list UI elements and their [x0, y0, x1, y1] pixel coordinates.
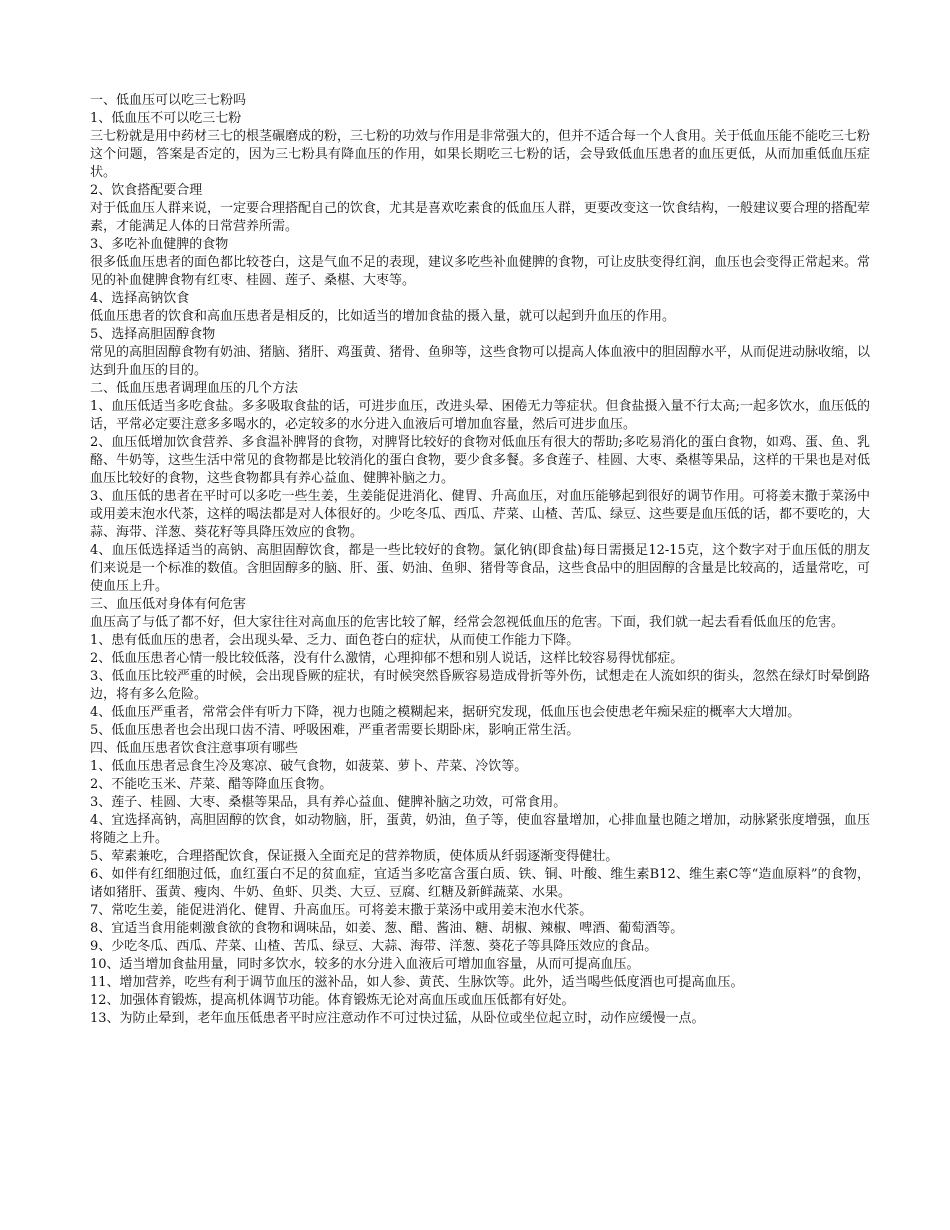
paragraph: 很多低血压患者的面色都比较苍白，这是气血不足的表现，建议多吃些补血健脾的食物，可让皮肤变得红润，血压也会变得正常起来。常见的补血健脾食物有红枣、桂圆、莲子、桑椹、大枣等。	[90, 255, 871, 288]
paragraph: 对于低血压人群来说，一定要合理搭配自己的饮食，尤其是喜欢吃素食的低血压人群，更要改变这一饮食结构，一般建议要合理的搭配荤素，才能满足人体的日常营养所需。	[90, 201, 871, 234]
paragraph: 1、患有低血压的患者，会出现头晕、乏力、面色苍白的症状，从而使工作能力下降。	[90, 633, 580, 648]
paragraph: 9、少吃冬瓜、西瓜、芹菜、山楂、苦瓜、绿豆、大蒜、海带、洋葱、葵花子等具降压效应的食品。	[90, 939, 658, 954]
document-body	[90, 92, 870, 1028]
paragraph: 5、选择高胆固醇食物	[90, 327, 216, 342]
paragraph: 3、血压低的患者在平时可以多吃一些生姜，生姜能促进消化、健胃、升高血压，对血压能够起到很好的调节作用。可将姜末撒于菜汤中或用姜末泡水代茶，这样的喝法都是对人体很好的。少吃冬瓜、西瓜、芹菜、山楂、苦瓜、绿豆、这些要是血压低的话，都不要吃的，大蒜、海带、洋葱、葵花籽等具降压效应的食物。	[90, 489, 871, 540]
paragraph: 5、荤素兼吃，合理搭配饮食，保证摄入全面充足的营养物质，使体质从纤弱逐渐变得健壮。	[90, 849, 619, 864]
paragraph: 1、低血压不可以吃三七粉	[90, 111, 242, 126]
paragraph: 2、饮食搭配要合理	[90, 183, 203, 198]
section-heading: 三、血压低对身体有何危害	[90, 597, 247, 612]
paragraph: 3、莲子、桂圆、大枣、桑椹等果品，具有养心益血、健脾补脑之功效，可常食用。	[90, 795, 567, 810]
paragraph: 3、多吃补血健脾的食物	[90, 237, 229, 252]
section-heading: 二、低血压患者调理血压的几个方法	[90, 381, 299, 396]
paragraph: 常见的高胆固醇食物有奶油、猪脑、猪肝、鸡蛋黄、猪骨、鱼卵等，这些食物可以提高人体血液中的胆固醇水平，从而促进动脉收缩，以达到升血压的目的。	[90, 345, 871, 378]
paragraph: 4、选择高钠饮食	[90, 291, 190, 306]
paragraph: 1、低血压患者忌食生冷及寒凉、破气食物，如菠菜、萝卜、芹菜、冷饮等。	[90, 759, 528, 774]
paragraph: 低血压患者的饮食和高血压患者是相反的，比如适当的增加食盐的摄入量，就可以起到升血压的作用。	[90, 309, 676, 324]
paragraph: 7、常吃生姜，能促进消化、健胃、升高血压。可将姜末撒于菜汤中或用姜末泡水代茶。	[90, 903, 593, 918]
paragraph: 8、宜适当食用能刺激食欲的食物和调味品，如姜、葱、醋、酱油、糖、胡椒、辣椒、啤酒、葡萄酒等。	[90, 921, 684, 936]
paragraph: 4、血压低选择适当的高钠、高胆固醇饮食，都是一些比较好的食物。氯化钠(即食盐)每日需摄足12-15克，这个数字对于血压低的朋友们来说是一个标准的数值。含胆固醇多的脑、肝、蛋、奶油、鱼卵、猪骨等食品，这些食品中的胆固醇的含量是比较高的，适量常吃，可使血压上升。	[90, 543, 871, 594]
paragraph: 2、血压低增加饮食营养、多食温补脾肾的食物，对脾肾比较好的食物对低血压有很大的帮助;多吃易消化的蛋白食物，如鸡、蛋、鱼、乳酪、牛奶等，这些生活中常见的食物都是比较消化的蛋白食物，要少食多餐。多食莲子、桂圆、大枣、桑椹等果品，这样的干果也是对低血压比较好的食物，这些食物都具有养心益血、健脾补脑之力。	[90, 435, 871, 486]
section-heading: 四、低血压患者饮食注意事项有哪些	[90, 741, 299, 756]
paragraph: 13、为防止晕到，老年血压低患者平时应注意动作不可过快过猛，从卧位或坐位起立时，动作应缓慢一点。	[90, 1011, 705, 1026]
paragraph: 11、增加营养，吃些有利于调节血压的滋补品，如人参、黄芪、生脉饮等。此外，适当喝些低度酒也可提高血压。	[90, 975, 744, 990]
paragraph: 1、血压低适当多吃食盐。多多吸取食盐的话，可进步血压，改进头晕、困倦无力等症状。但食盐摄入量不行太高;一起多饮水，血压低的话，平常必定要注意多多喝水的，必定较多的水分进入血液后可增加血容量，然后可进步血压。	[90, 399, 870, 432]
section-heading: 一、低血压可以吃三七粉吗	[90, 93, 247, 108]
paragraph: 三七粉就是用中药材三七的根茎碾磨成的粉，三七粉的功效与作用是非常强大的，但并不适合每一个人食用。关于低血压能不能吃三七粉这个问题，答案是否定的，因为三七粉具有降血压的作用，如果长期吃三七粉的话，会导致低血压患者的血压更低，从而加重低血压症状。	[90, 129, 871, 180]
paragraph: 6、如伴有红细胞过低，血红蛋白不足的贫血症，宜适当多吃富含蛋白质、铁、铜、叶酸、维生素B12、维生素C等“造血原料”的食物，诸如猪肝、蛋黄、瘦肉、牛奶、鱼虾、贝类、大豆、豆腐、红糖及新鲜蔬菜、水果。	[90, 867, 870, 900]
paragraph: 4、宜选择高钠，高胆固醇的饮食，如动物脑，肝，蛋黄，奶油，鱼子等，使血容量增加，心排血量也随之增加，动脉紧张度增强，血压将随之上升。	[90, 813, 870, 846]
paragraph: 10、适当增加食盐用量，同时多饮水，较多的水分进入血液后可增加血容量，从而可提高血压。	[90, 957, 640, 972]
paragraph: 2、低血压患者心情一般比较低落，没有什么激情，心理抑郁不想和别人说话，这样比较容易得忧郁症。	[90, 651, 684, 666]
paragraph: 血压高了与低了都不好，但大家往往对高血压的危害比较了解，经常会忽视低血压的危害。下面，我们就一起去看看低血压的危害。	[90, 615, 845, 630]
paragraph: 5、低血压患者也会出现口齿不清、呼吸困难，严重者需要长期卧床，影响正常生活。	[90, 723, 580, 738]
paragraph: 4、低血压严重者，常常会伴有听力下降，视力也随之模糊起来，据研究发现，低血压也会使患老年痴呆症的概率大大增加。	[90, 705, 801, 720]
paragraph: 12、加强体育锻炼，提高机体调节功能。体育锻炼无论对高血压或血压低都有好处。	[90, 993, 575, 1008]
paragraph: 2、不能吃玉米、芹菜、醋等降血压食物。	[90, 777, 333, 792]
paragraph: 3、低血压比较严重的时候，会出现昏厥的症状，有时候突然昏厥容易造成骨折等外伤，试想走在人流如织的街头，忽然在绿灯时晕倒路边，将有多么危险。	[90, 669, 870, 702]
